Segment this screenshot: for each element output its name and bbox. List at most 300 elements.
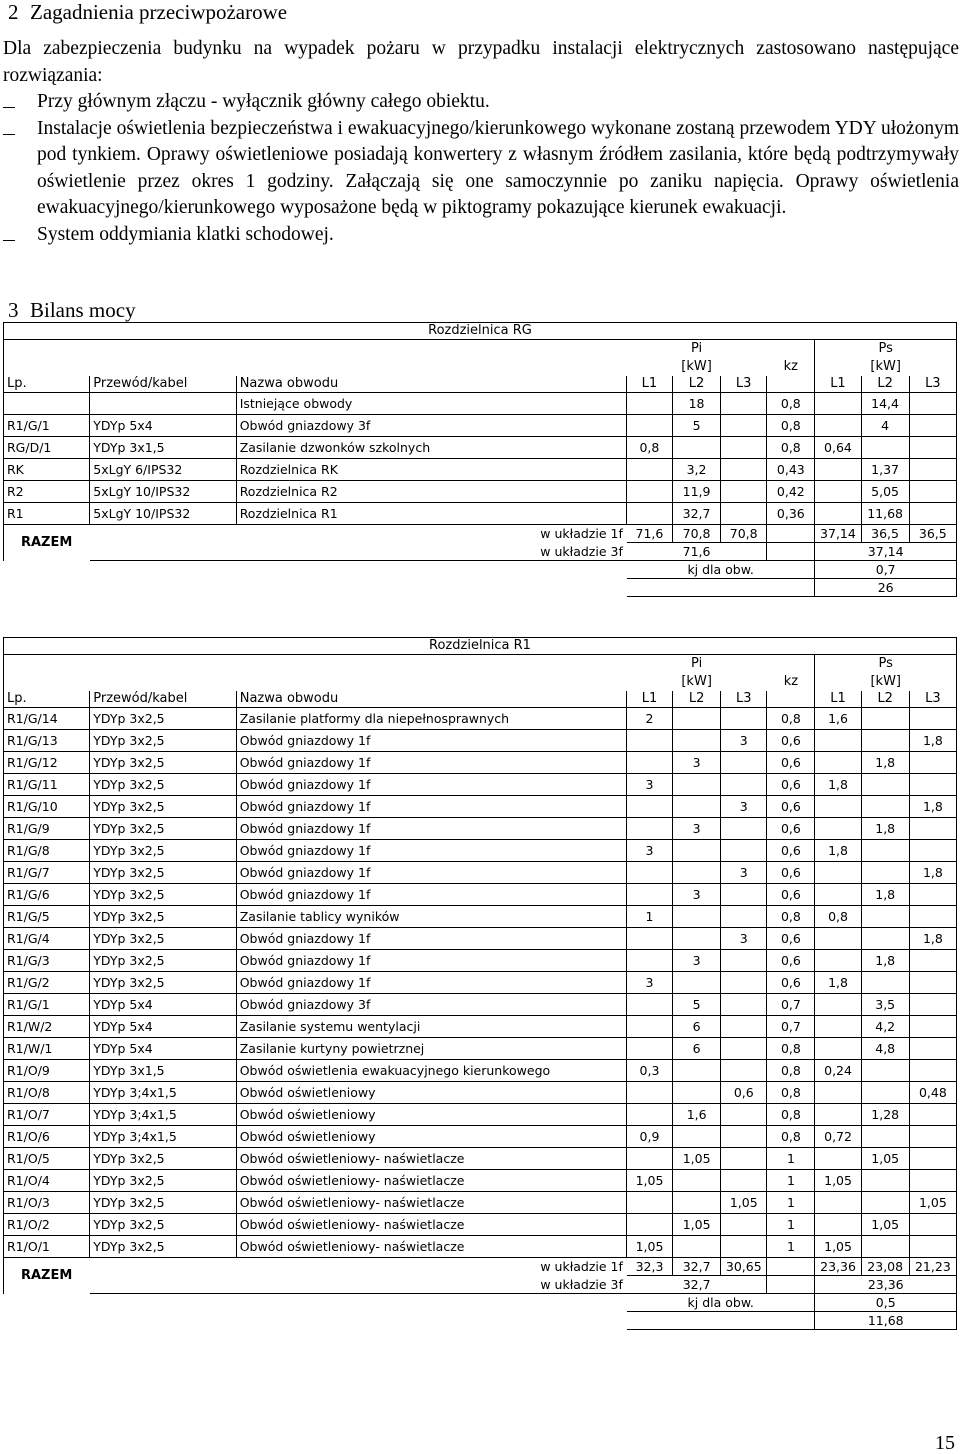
cell-lp: R1/G/9 <box>4 818 90 840</box>
measures-list <box>3 89 959 248</box>
section-number: 2 <box>8 0 19 24</box>
cell-ps-l1 <box>815 393 861 415</box>
pi-header: Pi <box>626 340 766 358</box>
table-row <box>4 730 957 752</box>
cell-ps-l3: 1,8 <box>909 796 956 818</box>
cell-pi-l2 <box>673 1170 721 1192</box>
cell-kz: 1 <box>767 1192 815 1214</box>
cell-cable: YDYp 3x1,5 <box>90 1060 236 1082</box>
cell-ps-l1: 0,24 <box>815 1060 861 1082</box>
cell-ps-l2: 1,8 <box>861 818 909 840</box>
cell-lp: R1/G/11 <box>4 774 90 796</box>
cell-circuit-name: Obwód gniazdowy 1f <box>236 796 626 818</box>
cell-ps-l3 <box>909 1016 956 1038</box>
cell-pi-l3 <box>721 1214 767 1236</box>
cell-pi-l3: 3 <box>721 796 767 818</box>
section-3-heading <box>8 298 136 322</box>
cell-circuit-name: Obwód gniazdowy 1f <box>236 752 626 774</box>
table-row <box>4 994 957 1016</box>
table-row <box>4 972 957 994</box>
cell-ps-l3 <box>909 708 956 730</box>
cell-ps-l1 <box>815 1016 861 1038</box>
cell-pi-l1 <box>626 752 672 774</box>
cell-cable: YDYp 3x2,5 <box>90 1192 236 1214</box>
cell-pi-l2 <box>673 1060 721 1082</box>
cell-ps-l2: 1,8 <box>861 884 909 906</box>
cell-pi-l3 <box>721 1126 767 1148</box>
cell-kz: 0,6 <box>767 884 815 906</box>
section-title: Zagadnienia przeciwpożarowe <box>30 0 288 24</box>
cell-kz: 0,7 <box>767 994 815 1016</box>
cell-pi-l1: 1,05 <box>626 1236 672 1258</box>
table-row <box>4 796 957 818</box>
cell-circuit-name: Obwód gniazdowy 1f <box>236 884 626 906</box>
cell-circuit-name: Obwód gniazdowy 1f <box>236 840 626 862</box>
cell-pi-l2: 32,7 <box>672 503 720 525</box>
cell-kz: 0,6 <box>767 840 815 862</box>
cell-kz: 1 <box>767 1214 815 1236</box>
total-row-1f <box>4 1258 957 1276</box>
cell-ps-l2: 11,68 <box>861 503 909 525</box>
cell-ps-l1 <box>815 730 861 752</box>
cell-ps-l1: 1,8 <box>815 840 861 862</box>
cell-kz: 0,8 <box>767 708 815 730</box>
w1f-ps-l3: 36,5 <box>909 525 956 543</box>
cell-ps-l2 <box>861 1170 909 1192</box>
table-row <box>4 840 957 862</box>
cell-pi-l3 <box>721 774 767 796</box>
cell-ps-l3 <box>909 994 956 1016</box>
total-row-3f <box>4 1276 957 1294</box>
cell-pi-l2 <box>673 1236 721 1258</box>
pi-l2-header: L2 <box>673 691 721 708</box>
cell-pi-l2: 1,05 <box>673 1148 721 1170</box>
pi-unit: [kW] <box>626 673 766 691</box>
razem-label: RAZEM <box>4 1258 90 1294</box>
cell-cable: YDYp 3;4x1,5 <box>90 1082 236 1104</box>
table-row <box>4 906 957 928</box>
cell-lp: R1/G/4 <box>4 928 90 950</box>
cell-pi-l1 <box>626 818 672 840</box>
w3f-ps: 37,14 <box>815 543 957 561</box>
pi-l3-header: L3 <box>721 691 767 708</box>
cell-pi-l1: 3 <box>626 774 672 796</box>
cell-circuit-name: Istniejące obwody <box>236 393 626 415</box>
cell-cable: YDYp 5x4 <box>90 415 236 437</box>
cell-kz: 0,8 <box>767 393 815 415</box>
cell-pi-l3 <box>721 459 767 481</box>
cell-ps-l1 <box>815 862 861 884</box>
cell-ps-l2: 3,5 <box>861 994 909 1016</box>
table-row <box>4 415 957 437</box>
cell-pi-l1 <box>626 950 672 972</box>
w1f-ps-l1: 23,36 <box>815 1258 861 1276</box>
cell-pi-l2 <box>673 708 721 730</box>
total-power-row <box>4 1312 957 1330</box>
cell-cable: 5xLgY 10/IPS32 <box>90 503 236 525</box>
cell-circuit-name: Obwód oświetleniowy- naświetlacze <box>236 1236 626 1258</box>
table-row <box>4 459 957 481</box>
cell-cable: YDYp 3x2,5 <box>90 730 236 752</box>
cell-cable: YDYp 3x2,5 <box>90 972 236 994</box>
w1f-ps-l3: 21,23 <box>909 1258 956 1276</box>
cell-pi-l1: 0,3 <box>626 1060 672 1082</box>
table-row <box>4 1082 957 1104</box>
w1f-pi-l3: 30,65 <box>721 1258 767 1276</box>
cell-ps-l1: 1,05 <box>815 1236 861 1258</box>
cell-ps-l2: 1,37 <box>861 459 909 481</box>
cell-lp: R1/G/1 <box>4 415 90 437</box>
cell-cable: YDYp 3x2,5 <box>90 840 236 862</box>
pi-header: Pi <box>626 655 766 673</box>
cell-ps-l1 <box>815 928 861 950</box>
cell-kz: 0,43 <box>767 459 815 481</box>
cell-pi-l3 <box>721 415 767 437</box>
table-row <box>4 1236 957 1258</box>
w1f-pi-l2: 70,8 <box>672 525 720 543</box>
table-row <box>4 1104 957 1126</box>
cell-pi-l1 <box>626 393 672 415</box>
cell-pi-l3 <box>721 818 767 840</box>
cell-pi-l3 <box>721 481 767 503</box>
cell-pi-l1 <box>626 1016 672 1038</box>
page-number: 15 <box>935 1432 955 1454</box>
table-row <box>4 1192 957 1214</box>
cell-circuit-name: Obwód oświetleniowy <box>236 1082 626 1104</box>
table-title: Rozdzielnica RG <box>4 323 957 340</box>
cell-pi-l3 <box>721 1016 767 1038</box>
cell-ps-l3 <box>909 752 956 774</box>
cell-kz: 0,6 <box>767 928 815 950</box>
cell-ps-l2: 1,8 <box>861 752 909 774</box>
cell-lp: R1/O/9 <box>4 1060 90 1082</box>
ps-unit: [kW] <box>815 358 957 376</box>
cell-ps-l2 <box>861 1060 909 1082</box>
cable-header: Przewód/kabel <box>90 691 236 708</box>
cell-ps-l1 <box>815 752 861 774</box>
cell-kz: 0,8 <box>767 1060 815 1082</box>
cell-lp: R1/O/2 <box>4 1214 90 1236</box>
table-title: Rozdzielnica R1 <box>4 638 957 655</box>
cell-pi-l1 <box>626 796 672 818</box>
table-row <box>4 1148 957 1170</box>
table-row <box>4 928 957 950</box>
cell-lp <box>4 393 90 415</box>
cell-kz: 0,7 <box>767 1016 815 1038</box>
cell-pi-l2: 3 <box>673 818 721 840</box>
cell-kz: 0,6 <box>767 752 815 774</box>
cable-header: Przewód/kabel <box>90 376 236 393</box>
table-row <box>4 1214 957 1236</box>
w1f-pi-l3: 70,8 <box>721 525 767 543</box>
cell-pi-l2 <box>673 796 721 818</box>
cell-ps-l1: 1,05 <box>815 1170 861 1192</box>
cell-ps-l1 <box>815 1104 861 1126</box>
cell-pi-l3 <box>721 994 767 1016</box>
cell-pi-l1: 3 <box>626 840 672 862</box>
list-item <box>3 89 959 116</box>
cell-pi-l3 <box>721 1104 767 1126</box>
cell-ps-l1 <box>815 481 861 503</box>
cell-ps-l2 <box>861 1192 909 1214</box>
cell-circuit-name: Zasilanie kurtyny powietrznej <box>236 1038 626 1060</box>
cell-ps-l1 <box>815 1192 861 1214</box>
kj-row <box>4 1294 957 1312</box>
cell-ps-l3: 1,8 <box>909 730 956 752</box>
table-row <box>4 1126 957 1148</box>
cell-ps-l3 <box>909 884 956 906</box>
cell-kz: 0,6 <box>767 730 815 752</box>
cell-lp: R1/G/13 <box>4 730 90 752</box>
cell-pi-l3 <box>721 1038 767 1060</box>
cell-cable: YDYp 3;4x1,5 <box>90 1126 236 1148</box>
cell-ps-l2 <box>861 972 909 994</box>
cell-pi-l2: 3 <box>673 884 721 906</box>
cell-circuit-name: Obwód gniazdowy 1f <box>236 818 626 840</box>
cell-lp: R1/G/2 <box>4 972 90 994</box>
cell-ps-l1 <box>815 884 861 906</box>
cell-pi-l2: 3 <box>673 950 721 972</box>
cell-lp: R1 <box>4 503 90 525</box>
cell-pi-l1 <box>626 481 672 503</box>
cell-pi-l2 <box>673 972 721 994</box>
cell-ps-l3: 1,8 <box>909 862 956 884</box>
w1f-ps-l1: 37,14 <box>815 525 861 543</box>
cell-kz: 0,8 <box>767 1038 815 1060</box>
cell-pi-l1: 1 <box>626 906 672 928</box>
cell-lp: R1/G/7 <box>4 862 90 884</box>
cell-kz: 0,8 <box>767 1082 815 1104</box>
ps-l3-header: L3 <box>909 376 956 393</box>
cell-lp: R1/O/3 <box>4 1192 90 1214</box>
cell-ps-l3: 0,48 <box>909 1082 956 1104</box>
cell-ps-l1 <box>815 1082 861 1104</box>
circuit-name-header: Nazwa obwodu <box>236 691 626 708</box>
cell-pi-l2 <box>673 774 721 796</box>
w1f-ps-l2: 36,5 <box>861 525 909 543</box>
cell-ps-l3 <box>909 1236 956 1258</box>
w1f-ps-l2: 23,08 <box>861 1258 909 1276</box>
cell-ps-l2 <box>861 796 909 818</box>
cell-kz: 0,8 <box>767 1104 815 1126</box>
w3f-pi: 32,7 <box>626 1276 766 1294</box>
cell-ps-l1: 0,64 <box>815 437 861 459</box>
lp-header: Lp. <box>4 376 90 393</box>
cell-ps-l3 <box>909 972 956 994</box>
pi-l2-header: L2 <box>672 376 720 393</box>
cell-circuit-name: Obwód oświetleniowy- naświetlacze <box>236 1192 626 1214</box>
cell-pi-l2: 11,9 <box>672 481 720 503</box>
w3f-label: w układzie 3f <box>90 1276 627 1294</box>
cell-pi-l1 <box>626 928 672 950</box>
total-power-value: 11,68 <box>815 1312 957 1330</box>
cell-pi-l3 <box>721 708 767 730</box>
cell-ps-l2 <box>861 928 909 950</box>
cell-cable: YDYp 3x2,5 <box>90 752 236 774</box>
cell-ps-l3 <box>909 459 956 481</box>
list-item-text: Przy głównym złączu - wyłącznik główny całego obiektu. <box>37 91 490 112</box>
cell-ps-l3 <box>909 840 956 862</box>
w3f-pi: 71,6 <box>626 543 766 561</box>
cell-pi-l1 <box>626 862 672 884</box>
pi-l1-header: L1 <box>626 691 672 708</box>
ps-l1-header: L1 <box>815 691 861 708</box>
cell-ps-l2: 4 <box>861 415 909 437</box>
cell-pi-l1 <box>626 1082 672 1104</box>
cell-ps-l3 <box>909 1148 956 1170</box>
cell-pi-l2: 1,05 <box>673 1214 721 1236</box>
table-rozdzielnica-r1 <box>3 637 957 1330</box>
cell-ps-l3: 1,05 <box>909 1192 956 1214</box>
cell-pi-l2 <box>672 437 720 459</box>
cell-pi-l3: 3 <box>721 928 767 950</box>
cell-pi-l2: 3 <box>673 752 721 774</box>
cell-circuit-name: Obwód gniazdowy 1f <box>236 950 626 972</box>
intro-paragraph: Dla zabezpieczenia budynku na wypadek pożaru w przypadku instalacji elektrycznych zastosowano następujące rozwiązania: <box>3 38 959 86</box>
cell-pi-l2 <box>673 1082 721 1104</box>
cell-circuit-name: Rozdzielnica RK <box>236 459 626 481</box>
section-title: Bilans mocy <box>30 298 136 322</box>
cell-circuit-name: Obwód oświetleniowy- naświetlacze <box>236 1148 626 1170</box>
cell-ps-l2 <box>861 437 909 459</box>
pi-l1-header: L1 <box>626 376 672 393</box>
w1f-pi-l2: 32,7 <box>673 1258 721 1276</box>
ps-l2-header: L2 <box>861 691 909 708</box>
table-row <box>4 1060 957 1082</box>
kj-label: kj dla obw. <box>626 1294 815 1312</box>
cell-ps-l2 <box>861 708 909 730</box>
cell-ps-l3 <box>909 503 956 525</box>
cell-pi-l2 <box>673 730 721 752</box>
cell-lp: R2 <box>4 481 90 503</box>
kj-row <box>4 561 957 579</box>
ps-l2-header: L2 <box>861 376 909 393</box>
cell-pi-l2: 1,6 <box>673 1104 721 1126</box>
kj-value: 0,5 <box>815 1294 957 1312</box>
cell-lp: R1/G/10 <box>4 796 90 818</box>
table-row <box>4 818 957 840</box>
ps-l1-header: L1 <box>815 376 861 393</box>
cell-ps-l2 <box>861 774 909 796</box>
table-row <box>4 862 957 884</box>
cell-lp: R1/O/7 <box>4 1104 90 1126</box>
cell-ps-l3 <box>909 1126 956 1148</box>
cell-lp: R1/O/8 <box>4 1082 90 1104</box>
ps-unit: [kW] <box>815 673 957 691</box>
kj-label: kj dla obw. <box>626 561 815 579</box>
cell-pi-l2: 5 <box>672 415 720 437</box>
pi-l3-header: L3 <box>721 376 767 393</box>
cell-pi-l2: 18 <box>672 393 720 415</box>
cell-ps-l2 <box>861 862 909 884</box>
cell-pi-l1: 2 <box>626 708 672 730</box>
cell-pi-l3 <box>721 752 767 774</box>
table-row <box>4 950 957 972</box>
cell-pi-l2 <box>673 1126 721 1148</box>
cell-cable: YDYp 3x2,5 <box>90 774 236 796</box>
pi-unit: [kW] <box>626 358 766 376</box>
table-row <box>4 393 957 415</box>
cell-pi-l2 <box>673 1192 721 1214</box>
table-row <box>4 884 957 906</box>
cell-lp: R1/G/12 <box>4 752 90 774</box>
cell-pi-l3 <box>721 393 767 415</box>
cell-pi-l1 <box>626 1192 672 1214</box>
cell-pi-l1: 0,9 <box>626 1126 672 1148</box>
cell-lp: R1/O/5 <box>4 1148 90 1170</box>
cell-ps-l1 <box>815 459 861 481</box>
razem-label: RAZEM <box>4 525 90 561</box>
cell-circuit-name: Obwód gniazdowy 1f <box>236 928 626 950</box>
cell-pi-l3 <box>721 972 767 994</box>
cell-ps-l1: 0,72 <box>815 1126 861 1148</box>
cell-cable: YDYp 5x4 <box>90 994 236 1016</box>
cell-kz: 0,6 <box>767 774 815 796</box>
table-row <box>4 708 957 730</box>
cell-cable: YDYp 3x2,5 <box>90 950 236 972</box>
list-item <box>3 222 959 249</box>
cell-circuit-name: Zasilanie dzwonków szkolnych <box>236 437 626 459</box>
cell-pi-l3 <box>721 503 767 525</box>
cell-ps-l1 <box>815 415 861 437</box>
cell-pi-l1 <box>626 1104 672 1126</box>
cell-ps-l2 <box>861 906 909 928</box>
w3f-label: w układzie 3f <box>90 543 627 561</box>
w3f-ps: 23,36 <box>815 1276 957 1294</box>
cell-circuit-name: Obwód gniazdowy 1f <box>236 862 626 884</box>
cell-kz: 1 <box>767 1148 815 1170</box>
cell-lp: R1/G/1 <box>4 994 90 1016</box>
w1f-pi-l1: 32,3 <box>626 1258 672 1276</box>
cell-cable <box>90 393 236 415</box>
cell-pi-l3: 0,6 <box>721 1082 767 1104</box>
cell-pi-l3 <box>721 1148 767 1170</box>
cell-circuit-name: Zasilanie systemu wentylacji <box>236 1016 626 1038</box>
cell-ps-l3 <box>909 1104 956 1126</box>
cell-ps-l2 <box>861 1236 909 1258</box>
cell-ps-l3 <box>909 774 956 796</box>
cell-cable: YDYp 3x2,5 <box>90 1214 236 1236</box>
cell-pi-l2 <box>673 840 721 862</box>
kz-header: kz <box>767 673 815 691</box>
cell-pi-l2 <box>673 906 721 928</box>
cell-lp: R1/G/6 <box>4 884 90 906</box>
cell-ps-l3 <box>909 393 956 415</box>
cell-circuit-name: Obwód gniazdowy 1f <box>236 730 626 752</box>
cell-ps-l3 <box>909 906 956 928</box>
table-row <box>4 437 957 459</box>
cell-ps-l3 <box>909 481 956 503</box>
table-row <box>4 1170 957 1192</box>
cell-ps-l3: 1,8 <box>909 928 956 950</box>
cell-ps-l2 <box>861 1126 909 1148</box>
cell-kz: 0,8 <box>767 437 815 459</box>
cell-lp: R1/G/8 <box>4 840 90 862</box>
ps-header: Ps <box>815 340 957 358</box>
cell-pi-l1 <box>626 884 672 906</box>
total-power-value: 26 <box>815 579 957 597</box>
cell-ps-l1: 1,6 <box>815 708 861 730</box>
cell-circuit-name: Obwód oświetlenia ewakuacyjnego kierunkowego <box>236 1060 626 1082</box>
list-item <box>3 116 959 222</box>
ps-header: Ps <box>815 655 957 673</box>
cell-ps-l1 <box>815 796 861 818</box>
ps-l3-header: L3 <box>909 691 956 708</box>
cell-lp: R1/O/1 <box>4 1236 90 1258</box>
cell-cable: YDYp 3;4x1,5 <box>90 1104 236 1126</box>
cell-pi-l2: 5 <box>673 994 721 1016</box>
cell-ps-l1: 1,8 <box>815 774 861 796</box>
